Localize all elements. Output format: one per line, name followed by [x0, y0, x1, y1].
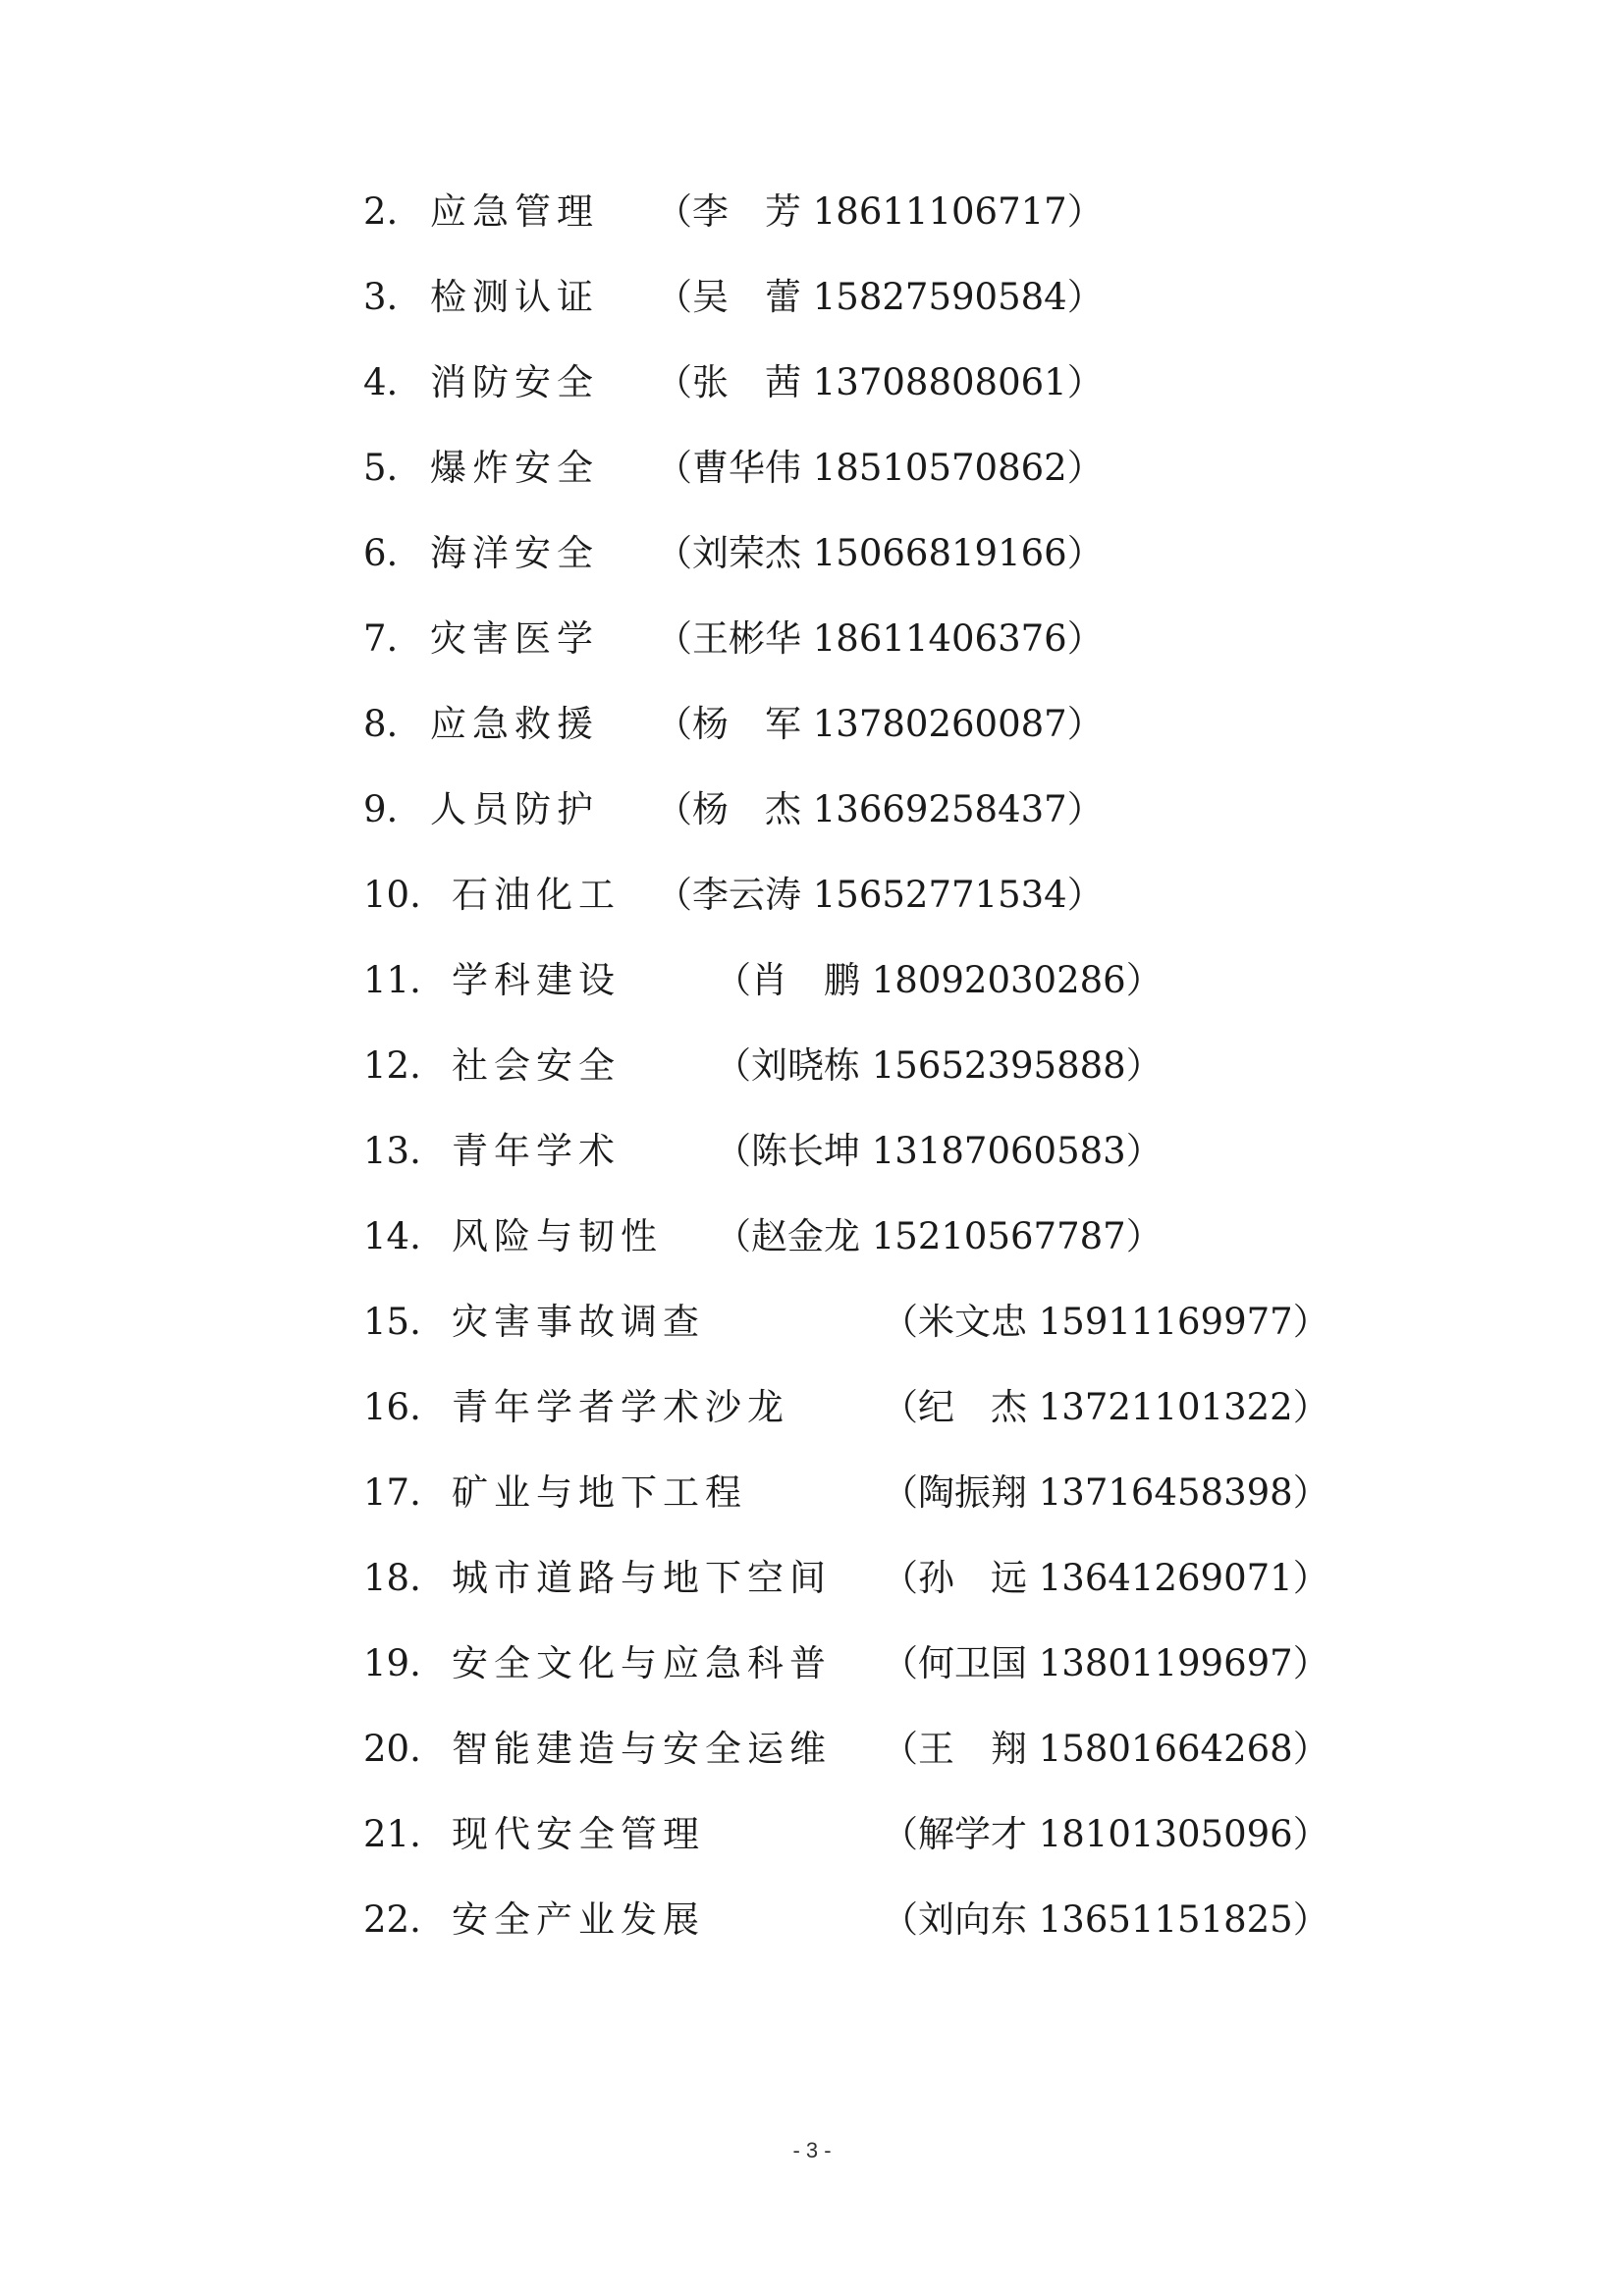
item-number: 14. — [363, 1215, 421, 1257]
item-number: 20. — [363, 1728, 421, 1770]
item-contact: （刘向东 13651151825） — [882, 1898, 1329, 1941]
item-number: 22. — [363, 1898, 421, 1941]
item-number: 19. — [363, 1642, 421, 1684]
item-contact: （张 茜 13708808061） — [656, 361, 1104, 403]
item-topic: 青年学术 — [452, 1130, 621, 1172]
item-contact: （曹华伟 18510570862） — [656, 447, 1104, 489]
item-topic: 应急救援 — [430, 703, 599, 745]
item-topic: 学科建设 — [452, 959, 621, 1001]
item-topic: 消防安全 — [430, 361, 599, 403]
item-topic: 矿业与地下工程 — [452, 1471, 747, 1514]
item-number: 10. — [363, 874, 421, 916]
item-number: 5. — [363, 447, 399, 489]
item-topic: 智能建造与安全运维 — [452, 1728, 832, 1770]
item-contact: （杨 杰 13669258437） — [656, 788, 1104, 830]
item-contact: （孙 远 13641269071） — [882, 1557, 1329, 1599]
page-number: - 3 - — [792, 2138, 832, 2163]
item-contact: （何卫国 13801199697） — [882, 1642, 1329, 1684]
item-topic: 应急管理 — [430, 190, 599, 233]
item-number: 11. — [363, 959, 421, 1001]
item-number: 7. — [363, 617, 399, 660]
item-contact: （解学才 18101305096） — [882, 1813, 1329, 1855]
item-topic: 城市道路与地下空间 — [452, 1557, 832, 1599]
item-number: 6. — [363, 532, 399, 574]
item-topic: 青年学者学术沙龙 — [452, 1386, 789, 1428]
item-number: 17. — [363, 1471, 421, 1514]
item-number: 2. — [363, 190, 399, 233]
item-contact: （赵金龙 15210567787） — [715, 1215, 1163, 1257]
item-contact: （刘晓栋 15652395888） — [715, 1044, 1163, 1087]
item-contact: （陈长坤 13187060583） — [715, 1130, 1163, 1172]
item-topic: 现代安全管理 — [452, 1813, 705, 1855]
item-number: 4. — [363, 361, 399, 403]
item-contact: （纪 杰 13721101322） — [882, 1386, 1329, 1428]
item-number: 13. — [363, 1130, 421, 1172]
item-number: 12. — [363, 1044, 421, 1087]
item-topic: 检测认证 — [430, 276, 599, 318]
item-topic: 爆炸安全 — [430, 447, 599, 489]
item-contact: （陶振翔 13716458398） — [882, 1471, 1329, 1514]
item-topic: 灾害事故调查 — [452, 1301, 705, 1343]
item-contact: （李 芳 18611106717） — [656, 190, 1104, 233]
item-contact: （肖 鹏 18092030286） — [715, 959, 1163, 1001]
item-topic: 安全产业发展 — [452, 1898, 705, 1941]
item-number: 18. — [363, 1557, 421, 1599]
item-topic: 灾害医学 — [430, 617, 599, 660]
item-topic: 石油化工 — [452, 874, 621, 916]
item-number: 3. — [363, 276, 399, 318]
item-contact: （米文忠 15911169977） — [882, 1301, 1329, 1343]
item-number: 9. — [363, 788, 399, 830]
item-topic: 人员防护 — [430, 788, 599, 830]
item-contact: （刘荣杰 15066819166） — [656, 532, 1104, 574]
item-number: 15. — [363, 1301, 421, 1343]
item-number: 21. — [363, 1813, 421, 1855]
item-contact: （杨 军 13780260087） — [656, 703, 1104, 745]
item-number: 16. — [363, 1386, 421, 1428]
item-contact: （吴 蕾 15827590584） — [656, 276, 1104, 318]
item-contact: （王 翔 15801664268） — [882, 1728, 1329, 1770]
item-contact: （李云涛 15652771534） — [656, 874, 1104, 916]
item-topic: 风险与韧性 — [452, 1215, 663, 1257]
item-topic: 海洋安全 — [430, 532, 599, 574]
item-topic: 安全文化与应急科普 — [452, 1642, 832, 1684]
item-contact: （王彬华 18611406376） — [656, 617, 1104, 660]
item-topic: 社会安全 — [452, 1044, 621, 1087]
item-number: 8. — [363, 703, 399, 745]
